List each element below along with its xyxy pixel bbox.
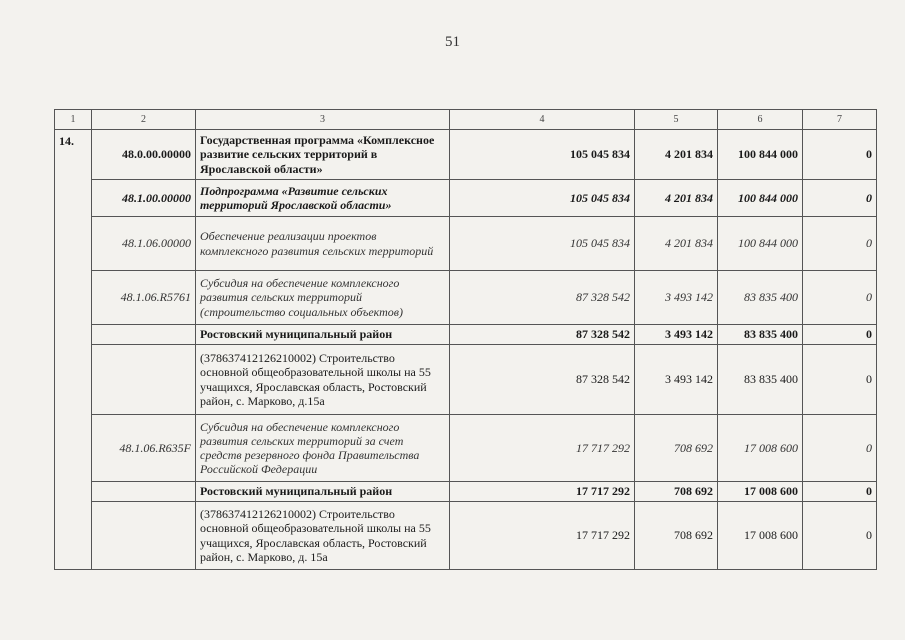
cell-col5: 708 692 [635, 482, 718, 502]
budget-code [92, 482, 196, 502]
cell-col4: 17 717 292 [450, 482, 635, 502]
cell-col4: 105 045 834 [450, 217, 635, 271]
cell-col4: 87 328 542 [450, 325, 635, 345]
row-number: 14. [55, 130, 92, 570]
cell-col6: 17 008 600 [718, 482, 803, 502]
cell-col4: 87 328 542 [450, 271, 635, 325]
cell-col6: 100 844 000 [718, 180, 803, 217]
budget-table [54, 109, 877, 570]
table-row [55, 325, 877, 345]
table-row [55, 180, 877, 217]
budget-code: 48.0.00.00000 [92, 130, 196, 180]
budget-code: 48.1.00.00000 [92, 180, 196, 217]
item-name: (378637412126210002) Строительство основной общеобразовательной школы на 55 учащихся, Ярославская область, Ростовский район, с. Марково, д. 15а [196, 502, 450, 570]
cell-col5: 3 493 142 [635, 345, 718, 415]
item-name: Ростовский муниципальный район [196, 482, 450, 502]
cell-col5: 3 493 142 [635, 271, 718, 325]
cell-col6: 83 835 400 [718, 271, 803, 325]
cell-col7: 0 [803, 345, 877, 415]
cell-col7: 0 [803, 325, 877, 345]
cell-col6: 100 844 000 [718, 217, 803, 271]
cell-col4: 17 717 292 [450, 502, 635, 570]
item-name: Ростовский муниципальный район [196, 325, 450, 345]
cell-col6: 83 835 400 [718, 325, 803, 345]
budget-code: 48.1.06.R635F [92, 415, 196, 482]
cell-col6: 83 835 400 [718, 345, 803, 415]
table-row [55, 130, 877, 180]
item-name: Государственная программа «Комплексное развитие сельских территорий в Ярославской области» [196, 130, 450, 180]
cell-col4: 87 328 542 [450, 345, 635, 415]
table-row [55, 217, 877, 271]
cell-col5: 4 201 834 [635, 180, 718, 217]
cell-col7: 0 [803, 271, 877, 325]
cell-col6: 17 008 600 [718, 415, 803, 482]
cell-col6: 100 844 000 [718, 130, 803, 180]
table-row [55, 345, 877, 415]
item-name: (378637412126210002) Строительство основной общеобразовательной школы на 55 учащихся, Ярославская область, Ростовский район, с. Марково, д.15а [196, 345, 450, 415]
column-header-row [55, 110, 877, 130]
cell-col5: 4 201 834 [635, 130, 718, 180]
table-row [55, 415, 877, 482]
cell-col7: 0 [803, 180, 877, 217]
item-name: Субсидия на обеспечение комплексного развития сельских территорий (строительство социальных объектов) [196, 271, 450, 325]
budget-code: 48.1.06.R5761 [92, 271, 196, 325]
column-header: 1 [55, 110, 92, 130]
cell-col5: 708 692 [635, 415, 718, 482]
item-name: Подпрограмма «Развитие сельских территорий Ярославской области» [196, 180, 450, 217]
cell-col7: 0 [803, 415, 877, 482]
column-header: 4 [450, 110, 635, 130]
table-row [55, 502, 877, 570]
item-name: Субсидия на обеспечение комплексного развития сельских территорий за счет средств резервного фонда Правительства Российской Федерации [196, 415, 450, 482]
column-header: 2 [92, 110, 196, 130]
budget-code [92, 325, 196, 345]
column-header: 7 [803, 110, 877, 130]
cell-col6: 17 008 600 [718, 502, 803, 570]
cell-col4: 17 717 292 [450, 415, 635, 482]
cell-col4: 105 045 834 [450, 130, 635, 180]
table-row [55, 271, 877, 325]
cell-col5: 708 692 [635, 502, 718, 570]
cell-col7: 0 [803, 130, 877, 180]
table-row [55, 482, 877, 502]
column-header: 3 [196, 110, 450, 130]
cell-col5: 3 493 142 [635, 325, 718, 345]
cell-col7: 0 [803, 482, 877, 502]
column-header: 6 [718, 110, 803, 130]
cell-col4: 105 045 834 [450, 180, 635, 217]
cell-col5: 4 201 834 [635, 217, 718, 271]
budget-code [92, 345, 196, 415]
budget-code [92, 502, 196, 570]
page-number: 51 [445, 34, 460, 50]
budget-code: 48.1.06.00000 [92, 217, 196, 271]
cell-col7: 0 [803, 502, 877, 570]
column-header: 5 [635, 110, 718, 130]
cell-col7: 0 [803, 217, 877, 271]
item-name: Обеспечение реализации проектов комплексного развития сельских территорий [196, 217, 450, 271]
